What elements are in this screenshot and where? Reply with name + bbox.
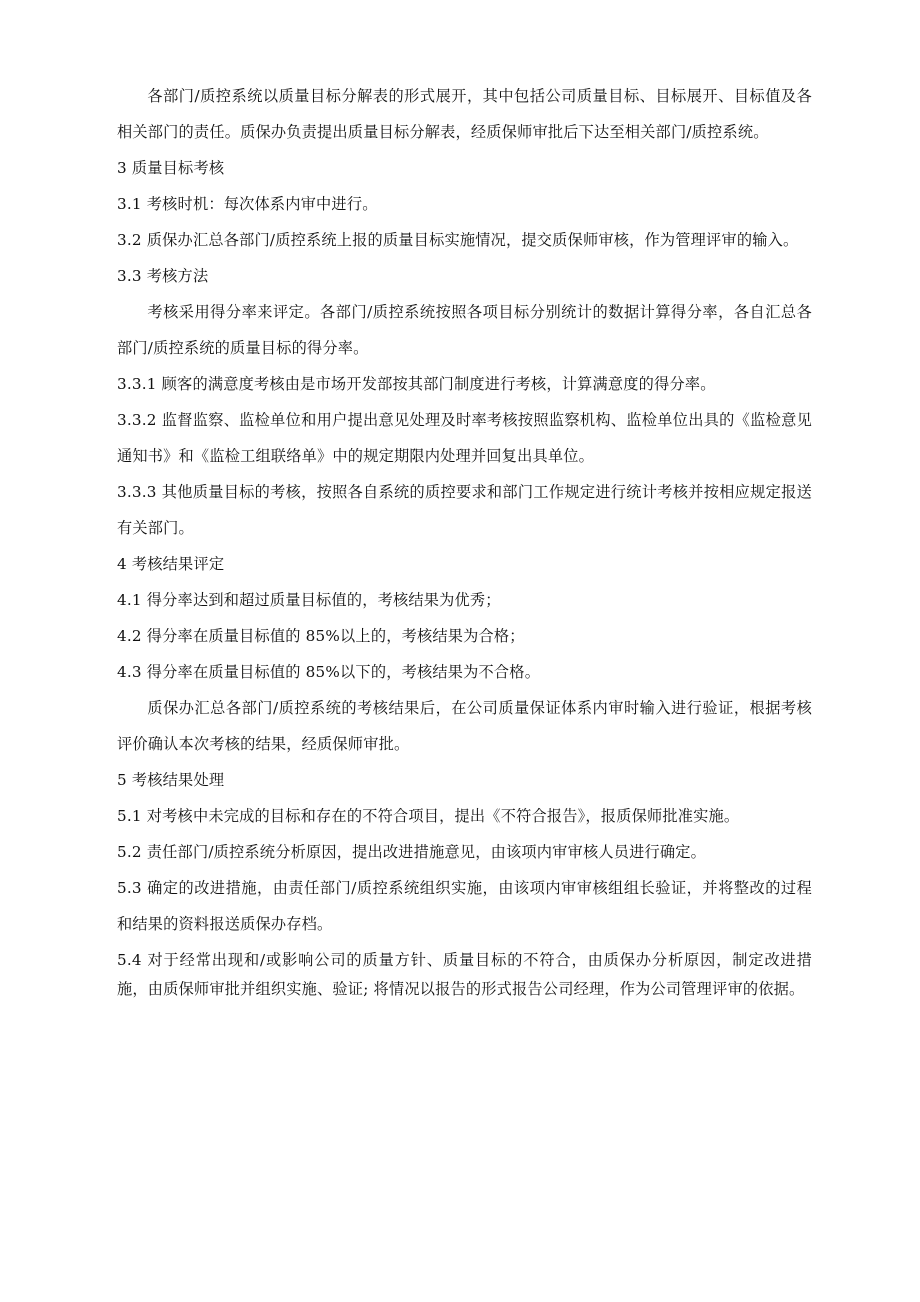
clause-3-3-2: 3.3.2 监督监察、监检单位和用户提出意见处理及时率考核按照监察机构、监检单位出具的《监检意见通知书》和《监检工组联络单》中的规定期限内处理并回复出具单位。 xyxy=(117,411,812,465)
clause-3-2: 3.2 质保办汇总各部门/质控系统上报的质量目标实施情况，提交质保师审核，作为管理评审的输入。 xyxy=(117,231,799,249)
section-heading-3: 3 质量目标考核 xyxy=(117,159,225,177)
section-heading-5: 5 考核结果处理 xyxy=(117,771,225,789)
paragraph-objective-breakdown: 各部门/质控系统以质量目标分解表的形式展开，其中包括公司质量目标、目标展开、目标值及各相关部门的责任。质保办负责提出质量目标分解表，经质保师审批后下达至相关部门/质控系统。 xyxy=(117,87,812,141)
clause-4-3: 4.3 得分率在质量目标值的 85%以下的，考核结果为不合格。 xyxy=(117,663,541,681)
clause-4-1: 4.1 得分率达到和超过质量目标值的，考核结果为优秀； xyxy=(117,591,501,609)
clause-3-3-3: 3.3.3 其他质量目标的考核，按照各自系统的质控要求和部门工作规定进行统计考核并按相应规定报送有关部门。 xyxy=(117,483,812,537)
clause-3-3-body: 考核采用得分率来评定。各部门/质控系统按照各项目标分别统计的数据计算得分率，各自汇总各部门/质控系统的质量目标的得分率。 xyxy=(117,303,812,357)
clause-5-1: 5.1 对考核中未完成的目标和存在的不符合项目，提出《不符合报告》，报质保师批准实施。 xyxy=(117,807,740,825)
clause-5-2: 5.2 责任部门/质控系统分析原因，提出改进措施意见，由该项内审审核人员进行确定。 xyxy=(117,843,707,861)
clause-3-3: 3.3 考核方法 xyxy=(117,267,209,285)
clause-3-1: 3.1 考核时机：每次体系内审中进行。 xyxy=(117,195,378,213)
clause-3-3-1: 3.3.1 顾客的满意度考核由是市场开发部按其部门制度进行考核，计算满意度的得分率。 xyxy=(117,375,716,393)
clause-4-2: 4.2 得分率在质量目标值的 85%以上的，考核结果为合格； xyxy=(117,627,525,645)
clause-5-4: 5.4 对于经常出现和/或影响公司的质量方针、质量目标的不符合，由质保办分析原因，制定改进措施，由质保师审批并组织实施、验证; 将情况以报告的形式报告公司经理，作为公司管理评审的依据。 xyxy=(117,951,812,998)
document-page xyxy=(117,78,812,1004)
section-heading-4: 4 考核结果评定 xyxy=(117,555,225,573)
clause-5-3: 5.3 确定的改进措施，由责任部门/质控系统组织实施，由该项内审审核组组长验证，并将整改的过程和结果的资料报送质保办存档。 xyxy=(117,879,812,933)
clause-4-body: 质保办汇总各部门/质控系统的考核结果后，在公司质量保证体系内审时输入进行验证，根据考核评价确认本次考核的结果，经质保师审批。 xyxy=(117,699,812,753)
